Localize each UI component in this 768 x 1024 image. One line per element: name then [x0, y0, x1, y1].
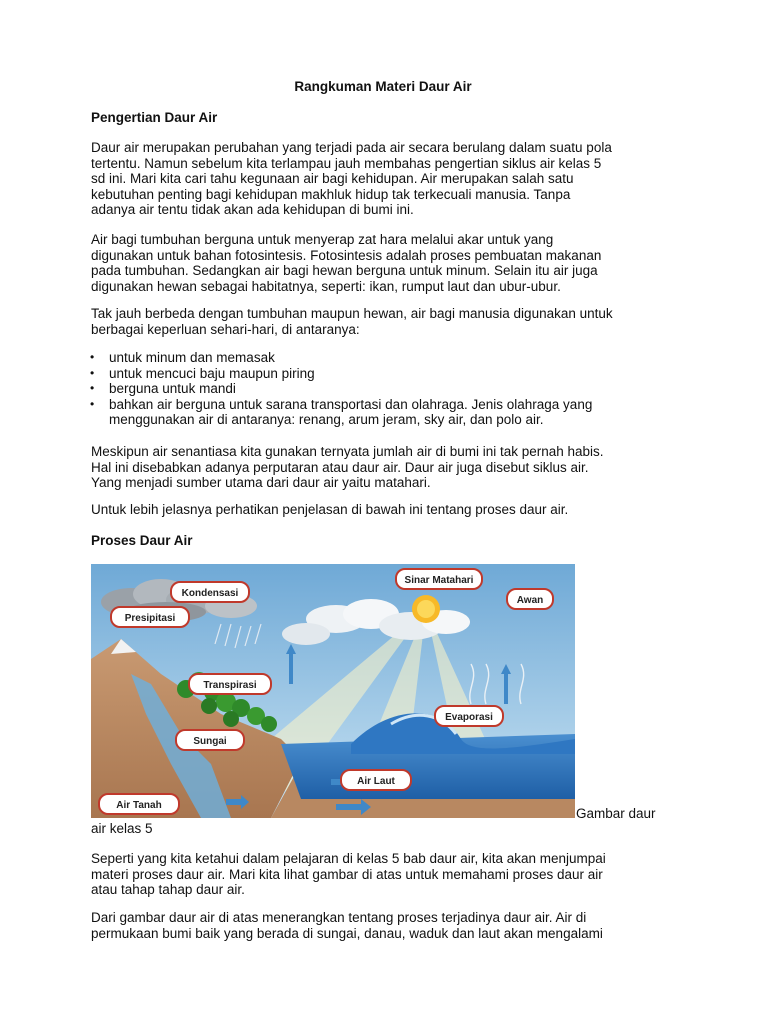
- svg-text:Sinar Matahari: Sinar Matahari: [404, 575, 474, 586]
- svg-text:Air Tanah: Air Tanah: [116, 800, 162, 811]
- svg-text:Awan: Awan: [516, 595, 544, 606]
- heading-proses: Proses Daur Air: [91, 533, 193, 548]
- figure-caption-part1: Gambar daur: [576, 806, 656, 821]
- sun-icon: [412, 595, 440, 623]
- svg-text:Sungai: Sungai: [193, 736, 227, 747]
- list-item: • berguna untuk mandi: [91, 381, 592, 397]
- paragraph-4: Meskipun air senantiasa kita gunakan ternyata jumlah air di bumi ini tak pernah habis. Hal ini disebabkan adanya perputaran atau daur air. Daur air juga disebut siklus air. Yang menjadi sumber utama dari daur air yaitu matahari.: [91, 444, 604, 490]
- list-item: • bahkan air berguna untuk sarana transportasi dan olahraga. Jenis olahraga yang menggunakan air di antaranya: renang, arum jeram, sky air, dan polo air.: [91, 397, 592, 428]
- label-kondensasi: [171, 582, 249, 602]
- paragraph-2: Air bagi tumbuhan berguna untuk menyerap zat hara melalui akar untuk yang digunakan untuk bahan fotosintesis. Fotosintesis adalah proses pembuatan makanan pada tumbuhan. Sedangkan air bagi hewan berguna untuk minum. Selain itu air juga digunakan hewan sebagai habitatnya, seperti: ikan, rumput laut dan ubur-ubur.: [91, 232, 602, 294]
- document-title: Rangkuman Materi Daur Air: [294, 79, 472, 94]
- label-evaporasi: [435, 706, 503, 726]
- svg-text:Transpirasi: Transpirasi: [203, 680, 257, 691]
- label-transpirasi: [189, 674, 271, 694]
- heading-pengertian: Pengertian Daur Air: [91, 110, 218, 125]
- list-item: • untuk minum dan memasak: [91, 350, 592, 366]
- paragraph-6: Seperti yang kita ketahui dalam pelajaran di kelas 5 bab daur air, kita akan menjumpai materi proses daur air. Mari kita lihat gambar di atas untuk memahami proses daur air atau tahap tahap daur air.: [91, 851, 606, 897]
- water-cycle-diagram: [91, 564, 575, 818]
- figure-caption-part2: air kelas 5: [91, 821, 153, 836]
- bullet-list: [91, 350, 592, 428]
- label-awan: [507, 589, 553, 609]
- list-item: • untuk mencuci baju maupun piring: [91, 366, 592, 382]
- paragraph-3: Tak jauh berbeda dengan tumbuhan maupun hewan, air bagi manusia digunakan untuk berbagai keperluan sehari-hari, di antaranya:: [91, 306, 613, 337]
- paragraph-1: Daur air merupakan perubahan yang terjadi pada air secara berulang dalam suatu pola tertentu. Namun sebelum kita terlampau jauh membahas pengertian siklus air kelas 5 sd ini. Mari kita cari tahu kegunaan air bagi kehidupan. Air merupakan salah satu kebutuhan penting bagi kehidupan makhluk hidup tak terkecuali manusia. Tanpa adanya air tentu tidak akan ada kehidupan di bumi ini.: [91, 140, 612, 217]
- label-sungai: [176, 730, 244, 750]
- label-air-tanah: [99, 794, 179, 814]
- paragraph-7: Dari gambar daur air di atas menerangkan tentang proses terjadinya daur air. Air di permukaan bumi baik yang berada di sungai, danau, waduk dan laut akan mengalami: [91, 910, 603, 941]
- label-presipitasi: [111, 607, 189, 627]
- label-sinar-matahari: [396, 569, 482, 589]
- svg-text:Kondensasi: Kondensasi: [181, 588, 239, 599]
- svg-text:Evaporasi: Evaporasi: [445, 712, 493, 723]
- svg-text:Presipitasi: Presipitasi: [124, 613, 176, 624]
- svg-text:Air Laut: Air Laut: [357, 776, 395, 787]
- label-air-laut: [341, 770, 411, 790]
- paragraph-5: Untuk lebih jelasnya perhatikan penjelasan di bawah ini tentang proses daur air.: [91, 502, 569, 517]
